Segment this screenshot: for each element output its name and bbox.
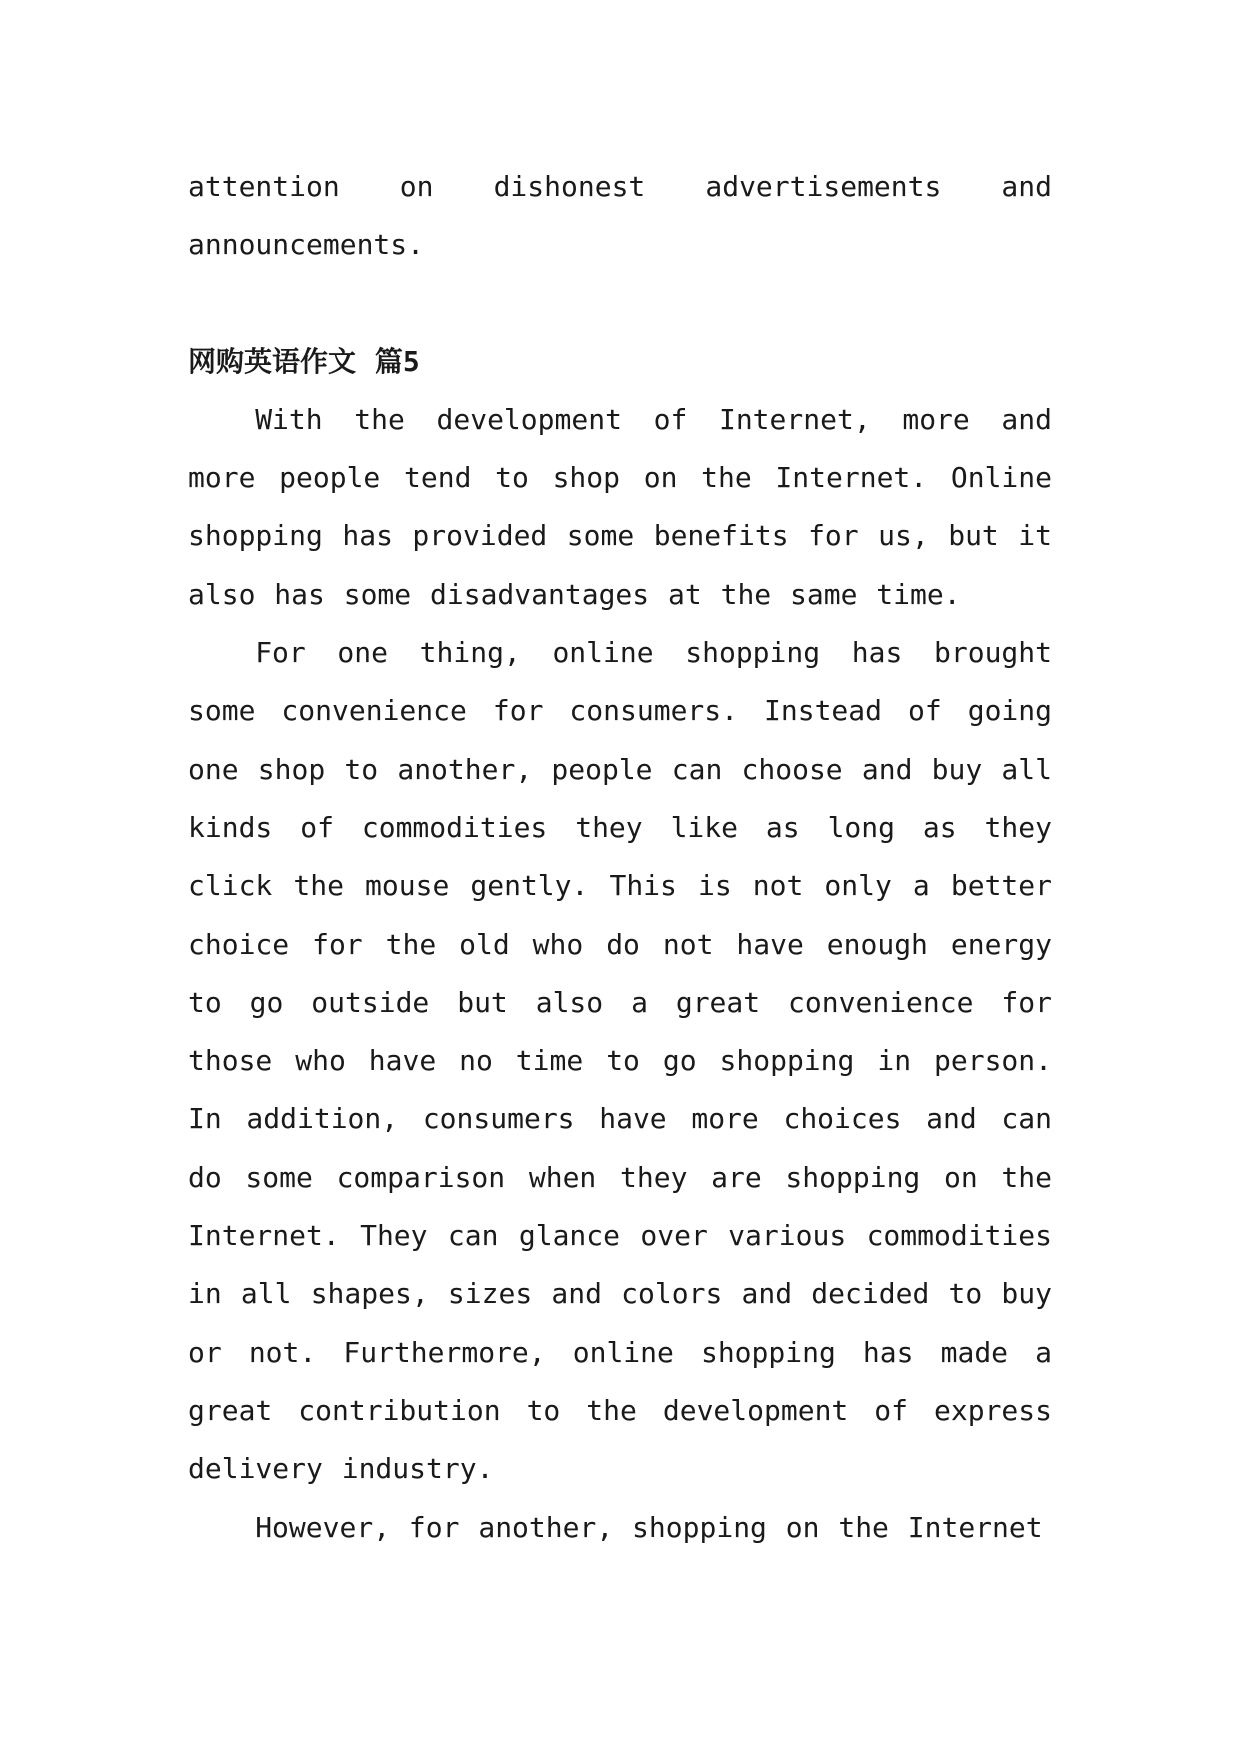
continuation-paragraph: attention on dishonest advertisements and announcements. bbox=[188, 170, 1052, 262]
document-page bbox=[188, 158, 1052, 1557]
paragraph-intro: With the development of Internet, more and more people tend to shop on the Internet. Online shopping has provided some benefits for us, but it also has some disadvantages at the same time. bbox=[188, 402, 1052, 611]
paragraph-advantages: For one thing, online shopping has brought some convenience for consumers. Instead of going one shop to another, people can choose and buy all kinds of commodities they like as long as they click the mouse gently. This is not only a better choice for the old who do not have enough energy to go outside but also a great convenience for those who have no time to go shopping in person. In addition, consumers have more choices and can do some comparison when they are shopping on the Internet. They can glance over various commodities in all shapes, sizes and colors and decided to buy or not. Furthermore, online shopping has made a great contribution to the development of express delivery industry. bbox=[188, 636, 1052, 1486]
paragraph-disadvantages: However, for another, shopping on the Internet bbox=[255, 1510, 1043, 1544]
section-heading: 网购英语作文 篇5 bbox=[188, 344, 420, 378]
